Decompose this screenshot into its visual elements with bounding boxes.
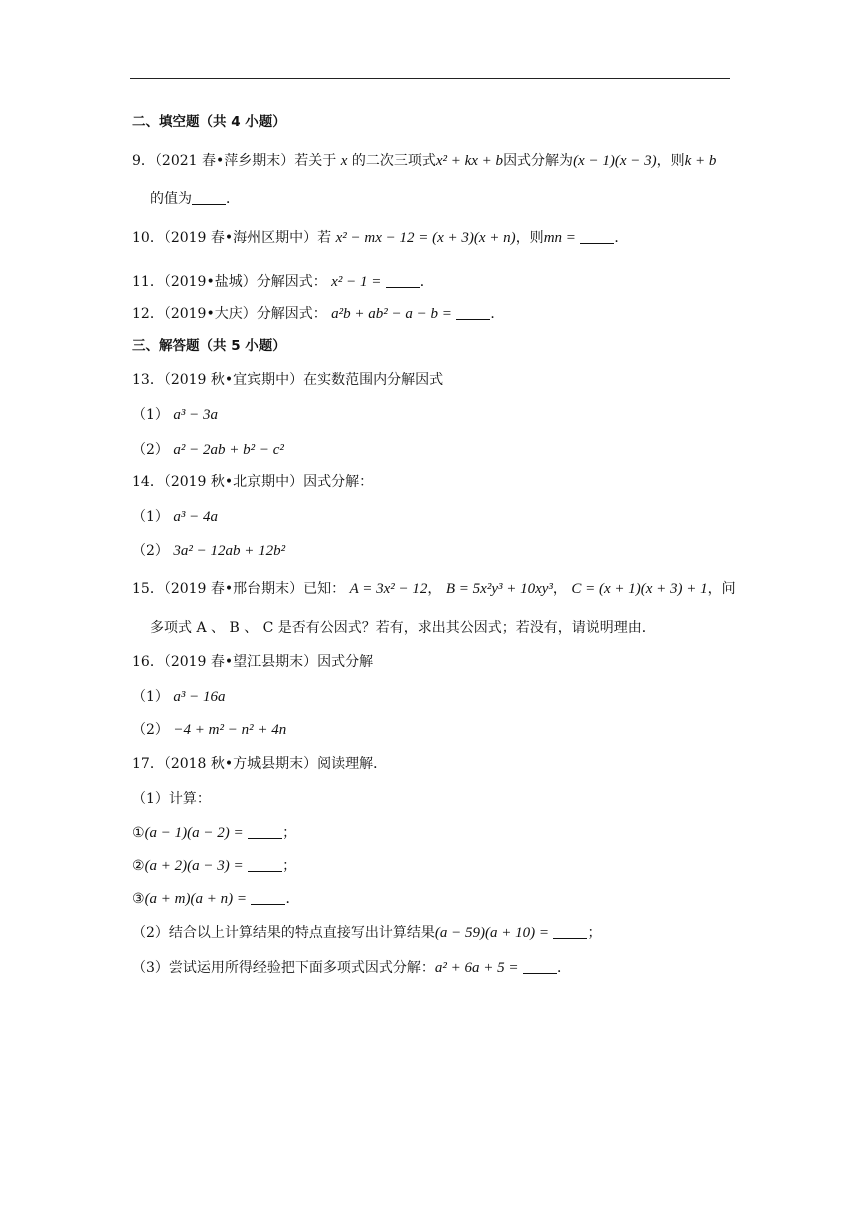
question-13-part2: （2） a² − 2ab + b² − c² <box>132 442 284 458</box>
answer-blank <box>248 857 282 872</box>
question-16-part2: （2） −4 + m² − n² + 4n <box>132 722 287 738</box>
answer-blank <box>553 924 587 939</box>
question-9: 9．（2021 春•萍乡期末）若关于 x 的二次三项式x² + kx + b因式分解为(x − 1)(x − 3)，则k + b <box>132 153 717 169</box>
question-14: 14．（2019 秋•北京期中）因式分解： <box>132 474 374 490</box>
question-17-calc2: ②(a + 2)(a − 3) = ； <box>132 858 297 874</box>
question-13: 13．（2019 秋•宜宾期中）在实数范围内分解因式 <box>132 372 444 388</box>
question-10: 10．（2019 春•海州区期中）若 x² − mx − 12 = (x + 3)(x + n)，则mn = ． <box>132 230 629 246</box>
question-17-part3: （3）尝试运用所得经验把下面多项式因式分解：a² + 6a + 5 = ． <box>132 960 571 976</box>
answer-blank <box>523 959 557 974</box>
question-16: 16．（2019 春•望江县期末）因式分解 <box>132 654 374 670</box>
question-11: 11．（2019•盐城）分解因式： x² − 1 = ． <box>132 274 434 290</box>
question-16-part1: （1） a³ − 16a <box>132 689 226 705</box>
question-15: 15．（2019 春•邢台期末）已知： A = 3x² − 12， B = 5x²y³ + 10xy³， C = (x + 1)(x + 3) + 1，问 <box>132 581 736 597</box>
question-17: 17．（2018 秋•方城县期末）阅读理解． <box>132 756 388 772</box>
answer-blank <box>386 273 420 288</box>
question-17-part2: （2）结合以上计算结果的特点直接写出计算结果(a − 59)(a + 10) = ； <box>132 925 602 941</box>
question-14-part2: （2） 3a² − 12ab + 12b² <box>132 543 286 559</box>
section2-heading: 二、填空题（共 4 小题） <box>132 114 286 130</box>
answer-blank <box>251 890 285 905</box>
question-9-line2: 的值为 ． <box>150 191 240 207</box>
question-15-line2: 多项式 A 、 B 、 C 是否有公因式？若有，求出其公因式；若没有，请说明理由． <box>150 620 656 636</box>
question-17-calc3: ③(a + m)(a + n) = ． <box>132 891 300 907</box>
question-13-part1: （1） a³ − 3a <box>132 407 218 423</box>
question-17-calc1: ①(a − 1)(a − 2) = ； <box>132 825 297 841</box>
question-14-part1: （1） a³ − 4a <box>132 509 218 525</box>
section3-heading: 三、解答题（共 5 小题） <box>132 338 286 354</box>
answer-blank <box>580 229 614 244</box>
question-12: 12．（2019•大庆）分解因式： a²b + ab² − a − b = ． <box>132 306 505 322</box>
answer-blank <box>192 190 226 205</box>
question-17-part1: （1）计算： <box>132 791 211 807</box>
answer-blank <box>248 824 282 839</box>
answer-blank <box>456 305 490 320</box>
header-rule <box>130 78 730 79</box>
